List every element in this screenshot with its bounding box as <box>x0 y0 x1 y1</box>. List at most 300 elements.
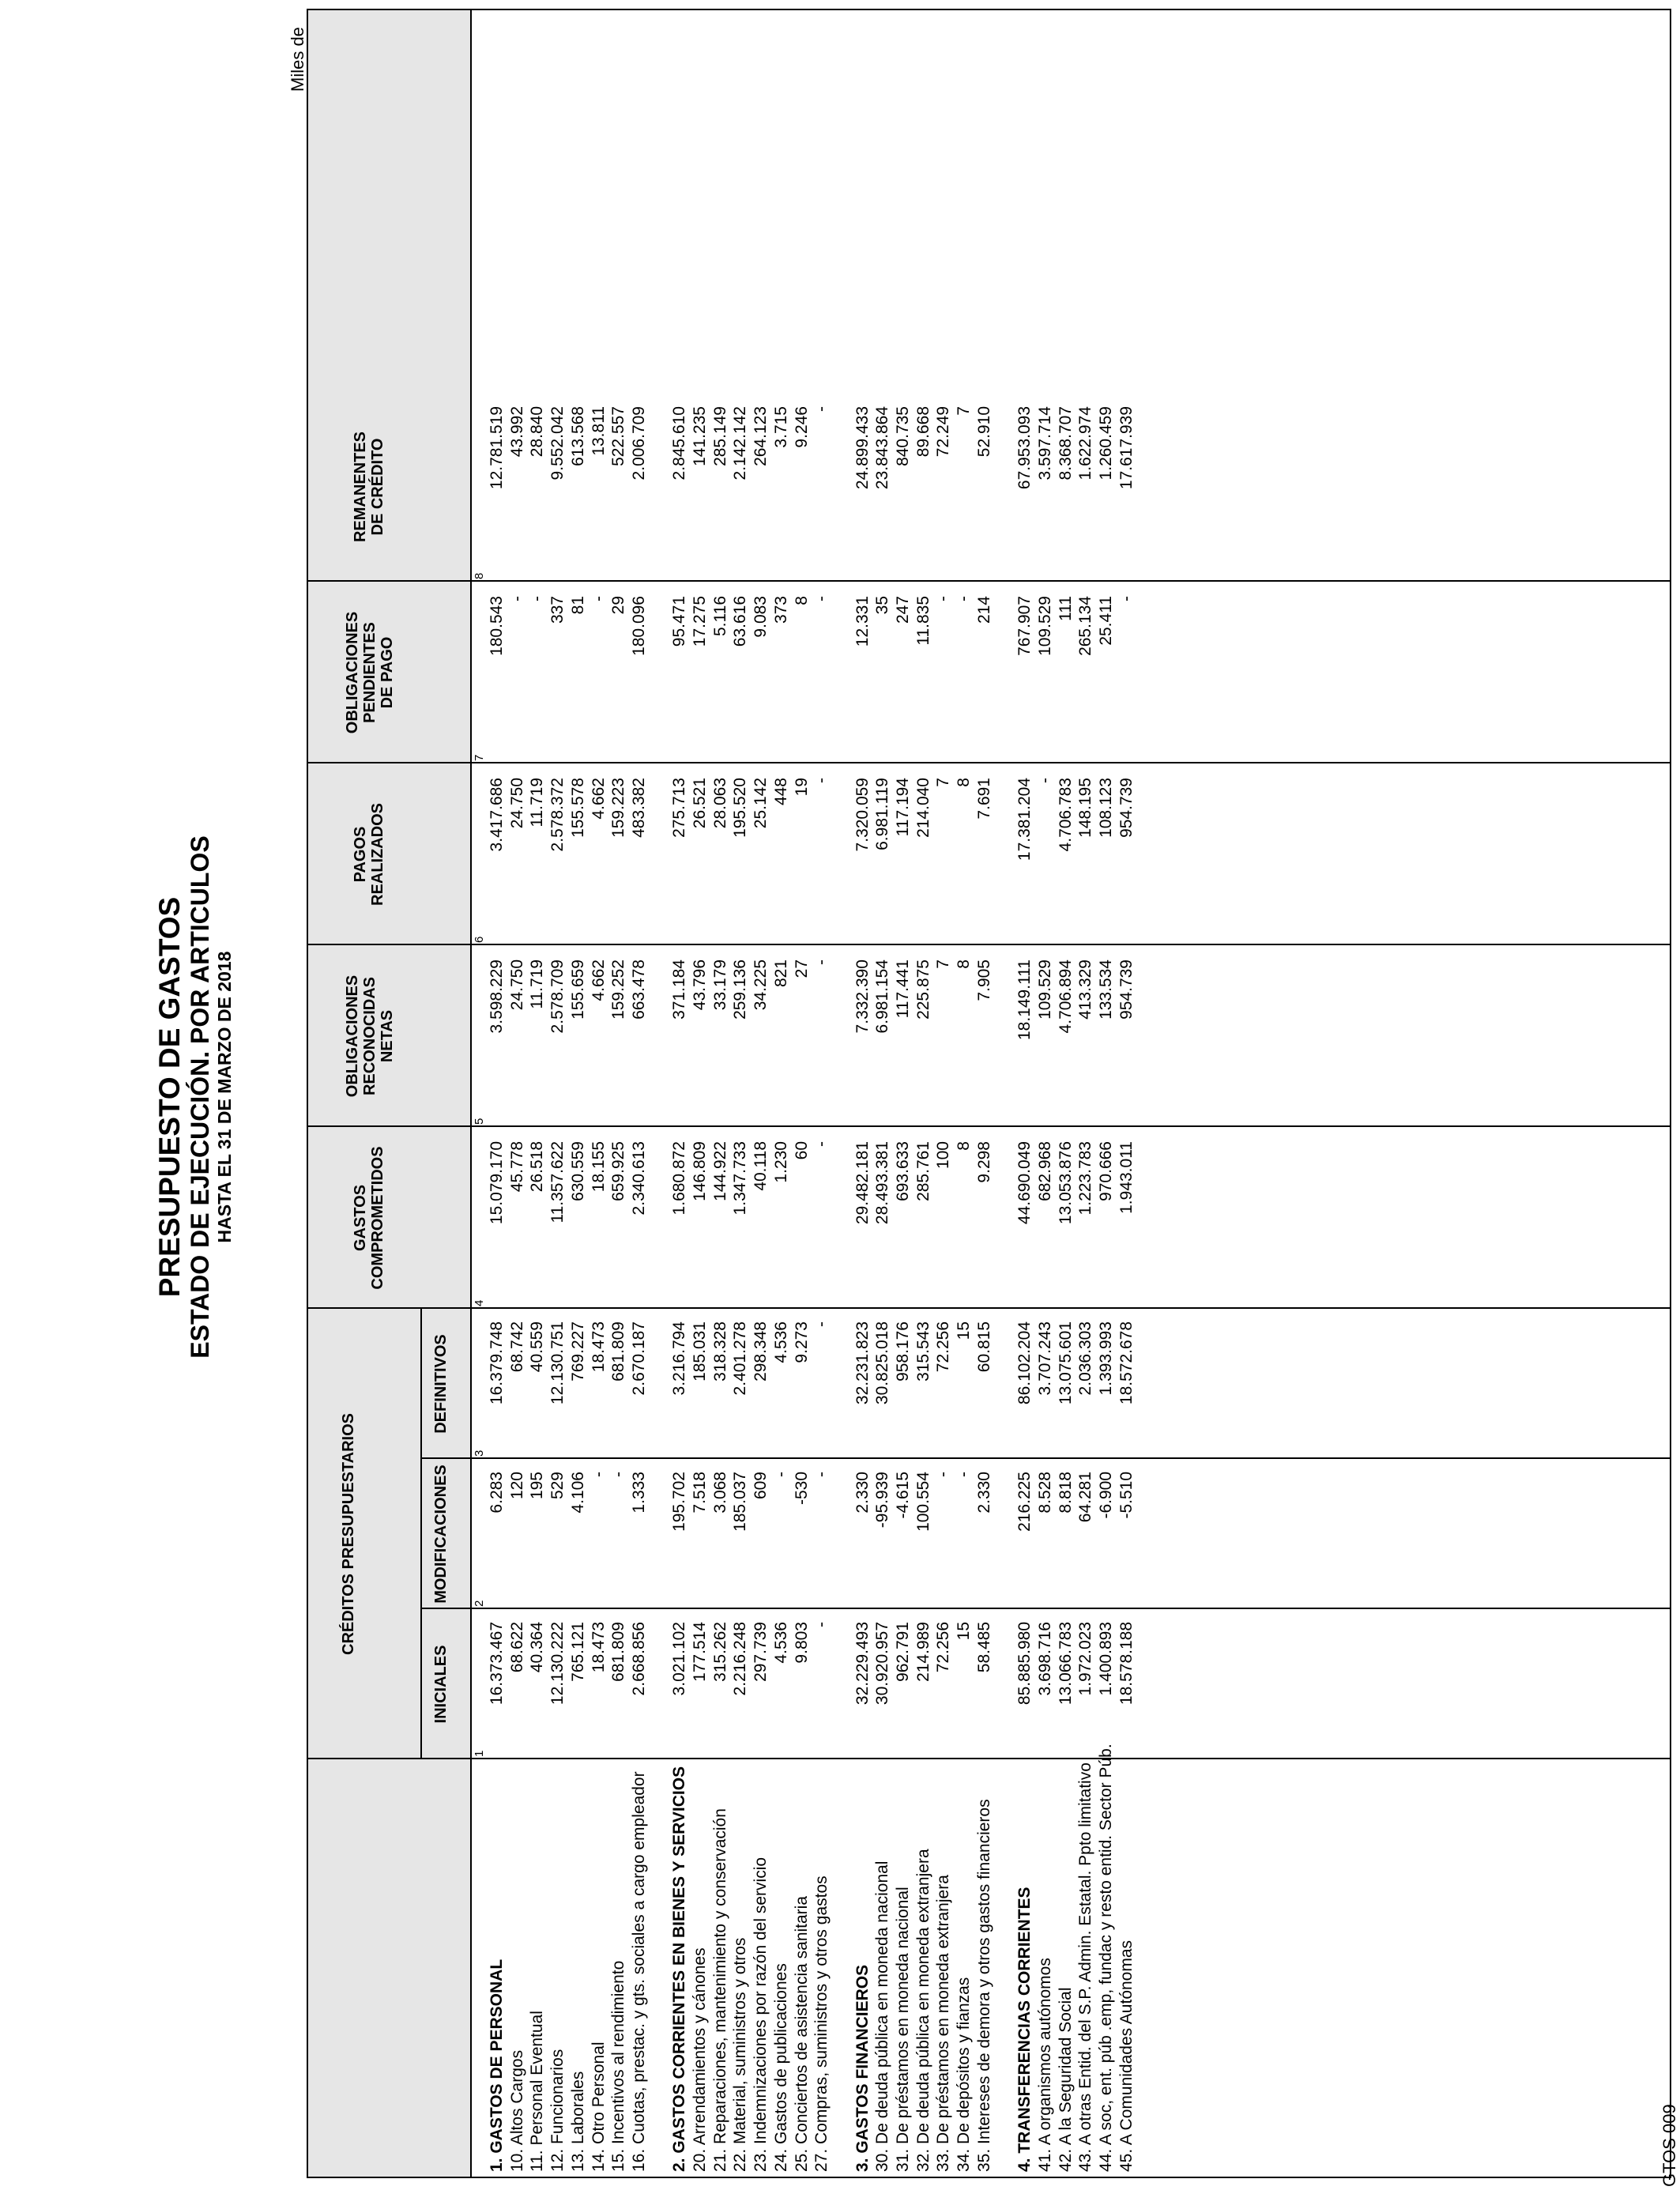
cell-col-2: -6.900 <box>1097 1472 1115 1519</box>
row-label: 41. A organismos autónomos <box>1035 1958 1054 2172</box>
col-number-4: 4 <box>473 1299 486 1306</box>
cell-col-7: 63.616 <box>731 596 750 647</box>
header-remanentes <box>352 392 386 582</box>
cell-col-1: 1.972.023 <box>1076 1622 1095 1696</box>
table-row <box>974 10 994 2177</box>
section-row <box>1015 10 1034 2177</box>
cell-col-8: 2.006.709 <box>629 406 648 481</box>
cell-col-3: 60.815 <box>974 1321 993 1373</box>
header-obligaciones-line1: OBLIGACIONES <box>344 974 361 1098</box>
cell-col-8: - <box>812 406 831 412</box>
cell-col-7: 180.543 <box>488 596 506 656</box>
cell-col-3: 9.273 <box>792 1321 811 1363</box>
header-definitivos: DEFINITIVOS <box>432 1334 450 1434</box>
cell-col-2: - <box>771 1472 790 1477</box>
cell-col-2: - <box>609 1472 628 1477</box>
cell-col-6: 8 <box>955 778 974 787</box>
cell-col-8: 67.953.093 <box>1015 406 1034 490</box>
cell-col-5: 109.529 <box>1035 959 1054 1020</box>
table-row <box>1035 10 1055 2177</box>
cell-col-1: 18.473 <box>589 1622 608 1673</box>
divider-header-bottom <box>470 10 472 2177</box>
cell-col-8: 13.811 <box>589 406 608 456</box>
row-label: 32. De deuda pública en moneda extranjera <box>913 1849 932 2172</box>
cell-col-1: 72.256 <box>934 1622 953 1673</box>
cell-col-8: 8.368.707 <box>1056 406 1075 481</box>
col-number-6: 6 <box>473 936 486 943</box>
cell-col-5: 2.578.709 <box>548 959 567 1034</box>
cell-col-8: 3.715 <box>771 406 790 448</box>
cell-col-5: 954.739 <box>1117 959 1136 1020</box>
cell-col-6: 11.719 <box>528 778 547 827</box>
cell-col-8: 613.568 <box>568 406 587 466</box>
header-gastos-line2: COMPROMETIDOS <box>369 1146 386 1290</box>
cell-col-6: 26.521 <box>691 778 709 829</box>
header-pagos-line1: PAGOS <box>352 826 369 883</box>
cell-col-1: 3.698.716 <box>1035 1622 1054 1696</box>
col-number-1: 1 <box>473 1750 486 1757</box>
cell-col-3: - <box>812 1321 831 1327</box>
cell-col-2: -5.510 <box>1117 1472 1136 1519</box>
cell-col-4: 26.518 <box>528 1141 547 1193</box>
cell-col-5: 7.905 <box>974 959 993 1001</box>
cell-col-6: 7 <box>934 778 953 787</box>
cell-col-1: 40.364 <box>528 1622 547 1673</box>
cell-col-7: 5.116 <box>710 596 729 636</box>
cell-col-7: 337 <box>548 596 567 624</box>
cell-col-4: 100 <box>934 1141 953 1170</box>
table-row <box>548 10 567 2177</box>
table-row <box>1117 10 1136 2177</box>
cell-col-7: 35 <box>873 596 892 615</box>
cell-col-8: 2.142.142 <box>731 406 750 481</box>
cell-col-8: 43.992 <box>507 406 526 458</box>
cell-col-3: 32.231.823 <box>853 1321 872 1405</box>
header-iniciales: INICIALES <box>432 1645 450 1724</box>
cell-col-1: - <box>812 1622 831 1627</box>
cell-col-1: 32.229.493 <box>853 1622 872 1706</box>
cell-col-3: 15 <box>955 1321 974 1340</box>
cell-col-1: 297.739 <box>751 1622 770 1682</box>
cell-col-6: 24.750 <box>507 778 526 829</box>
cell-col-3: 298.348 <box>751 1321 770 1382</box>
row-label: 14. Otro Personal <box>589 2041 608 2172</box>
footer-code: GTOS 009 <box>1659 2104 1679 2187</box>
cell-col-3: 3.707.243 <box>1035 1321 1054 1396</box>
header-obligaciones <box>344 945 396 1127</box>
execution-table <box>307 9 1671 2178</box>
table-row <box>1056 10 1075 2177</box>
cell-col-3: 18.572.678 <box>1117 1321 1136 1405</box>
cell-col-6: 448 <box>771 778 790 806</box>
cell-col-4: 682.968 <box>1035 1141 1054 1201</box>
cell-col-7: 247 <box>894 596 912 624</box>
header-gastos-line1: GASTOS <box>352 1184 369 1252</box>
cell-col-7: 373 <box>771 596 790 624</box>
report-date: HASTA EL 31 DE MARZO DE 2018 <box>214 951 235 1243</box>
cell-col-1: 315.262 <box>710 1622 729 1682</box>
col-number-7: 7 <box>473 754 486 761</box>
cell-col-6: 28.063 <box>710 778 729 829</box>
cell-col-5: 43.796 <box>691 959 709 1011</box>
cell-col-3: 12.130.751 <box>548 1321 567 1405</box>
cell-col-7: 767.907 <box>1015 596 1034 656</box>
cell-col-7: 25.411 <box>1097 596 1115 646</box>
cell-col-2: 120 <box>507 1472 526 1500</box>
table-row <box>812 10 831 2177</box>
cell-col-3: 18.473 <box>589 1321 608 1373</box>
row-label: 25. Conciertos de asistencia sanitaria <box>792 1895 811 2172</box>
cell-col-2: 216.225 <box>1015 1472 1034 1532</box>
cell-col-8: 3.597.714 <box>1035 406 1054 481</box>
cell-col-8: 17.617.939 <box>1117 406 1136 490</box>
cell-col-2: - <box>812 1472 831 1477</box>
cell-col-5: 4.662 <box>589 959 608 1001</box>
row-label: 12. Funcionarios <box>548 2049 567 2172</box>
cell-col-2: 8.528 <box>1035 1472 1054 1514</box>
cell-col-4: 1.347.733 <box>731 1141 750 1216</box>
header-pendientes <box>344 582 396 763</box>
header-remanentes-line1: REMANENTES <box>352 432 369 543</box>
cell-col-4: 40.118 <box>751 1141 770 1191</box>
cell-col-2: 2.330 <box>974 1472 993 1514</box>
cell-col-4: 45.778 <box>507 1141 526 1193</box>
table-row <box>1075 10 1095 2177</box>
col-number-8: 8 <box>473 572 486 579</box>
cell-col-3: 3.216.794 <box>670 1321 689 1396</box>
row-label: 21. Reparaciones, mantenimiento y conservación <box>710 1808 729 2172</box>
cell-col-8: 264.123 <box>751 406 770 466</box>
cell-col-1: 58.485 <box>974 1622 993 1673</box>
cell-col-5: 821 <box>771 959 790 988</box>
row-label: 15. Incentivos al rendimiento <box>609 1960 628 2172</box>
cell-col-3: 769.227 <box>568 1321 587 1382</box>
cell-col-5: 155.659 <box>568 959 587 1020</box>
cell-col-3: 4.536 <box>771 1321 790 1363</box>
cell-col-6: 214.040 <box>913 778 932 838</box>
cell-col-5: 33.179 <box>710 959 729 1011</box>
table-row <box>710 10 730 2177</box>
cell-col-4: 1.680.872 <box>670 1141 689 1216</box>
cell-col-1: 681.809 <box>609 1622 628 1682</box>
section-row <box>487 10 507 2177</box>
table-row <box>527 10 547 2177</box>
cell-col-2: 4.106 <box>568 1472 587 1514</box>
cell-col-6: 195.520 <box>731 778 750 838</box>
table-row <box>792 10 812 2177</box>
header-remanentes-line2: DE CRÉDITO <box>369 438 386 536</box>
cell-col-8: 522.557 <box>609 406 628 466</box>
cell-col-5: 3.598.229 <box>488 959 506 1034</box>
table-row <box>1096 10 1116 2177</box>
cell-col-4: 9.298 <box>974 1141 993 1183</box>
cell-col-7: - <box>934 596 953 601</box>
cell-col-8: 9.552.042 <box>548 406 567 481</box>
cell-col-2: -4.615 <box>894 1472 912 1519</box>
cell-col-5: 34.225 <box>751 959 770 1011</box>
cell-col-8: 52.910 <box>974 406 993 458</box>
cell-col-7: 180.096 <box>629 596 648 656</box>
cell-col-4: 44.690.049 <box>1015 1141 1034 1225</box>
col-number-5: 5 <box>473 1118 486 1125</box>
cell-col-1: 68.622 <box>507 1622 526 1673</box>
cell-col-7: - <box>812 596 831 601</box>
row-label: 27. Compras, suministros y otros gastos <box>812 1875 831 2172</box>
cell-col-3: 1.393.993 <box>1097 1321 1115 1396</box>
row-label: 24. Gastos de publicaciones <box>771 1963 790 2172</box>
cell-col-2: -530 <box>792 1472 811 1506</box>
cell-col-2: - <box>934 1472 953 1477</box>
cell-col-4: 630.559 <box>568 1141 587 1201</box>
cell-col-4: 8 <box>955 1141 974 1151</box>
cell-col-2: 195 <box>528 1472 547 1500</box>
row-label: 16. Cuotas, prestac. y gts. sociales a cargo empleador <box>629 1771 648 2172</box>
table-row <box>608 10 628 2177</box>
row-label: 10. Altos Cargos <box>507 2049 526 2172</box>
row-label: 35. Intereses de demora y otros gastos financieros <box>974 1799 993 2172</box>
unit-label: Miles de <box>288 27 307 92</box>
cell-col-5: 18.149.111 <box>1015 959 1034 1040</box>
cell-col-3: 2.670.187 <box>629 1321 648 1396</box>
cell-col-7: 95.471 <box>670 596 689 647</box>
table-row <box>913 10 933 2177</box>
cell-col-6: 4.662 <box>589 778 608 820</box>
cell-col-3: 86.102.204 <box>1015 1321 1034 1405</box>
cell-col-7: - <box>507 596 526 601</box>
cell-col-7: 214 <box>974 596 993 624</box>
cell-col-3: 13.075.601 <box>1056 1321 1075 1405</box>
cell-col-3: 315.543 <box>913 1321 932 1382</box>
table-row <box>629 10 649 2177</box>
cell-col-4: 1.230 <box>771 1141 790 1183</box>
cell-col-6: 954.739 <box>1117 778 1136 838</box>
cell-col-8: 89.668 <box>913 406 932 458</box>
cell-col-2: 195.702 <box>670 1472 689 1532</box>
row-label: 11. Personal Eventual <box>528 2011 547 2172</box>
cell-col-8: 141.235 <box>691 406 709 466</box>
cell-col-1: 18.578.188 <box>1117 1622 1136 1706</box>
cell-col-6: 19 <box>792 778 811 797</box>
cell-col-3: 30.825.018 <box>873 1321 892 1405</box>
cell-col-8: 1.622.974 <box>1076 406 1095 481</box>
cell-col-5: 159.252 <box>609 959 628 1020</box>
cell-col-6: - <box>1035 778 1054 783</box>
cell-col-8: 840.735 <box>894 406 912 466</box>
cell-col-1: 16.373.467 <box>488 1622 506 1706</box>
row-label: 34. De depósitos y fianzas <box>955 1977 974 2172</box>
row-label: 44. A soc, ent. púb .emp, fundac y resto entid. Sector Púb. <box>1097 1744 1115 2172</box>
cell-col-1: 15 <box>955 1622 974 1641</box>
cell-col-3: 16.379.748 <box>488 1321 506 1405</box>
col-number-2: 2 <box>473 1600 486 1607</box>
cell-col-1: 1.400.893 <box>1097 1622 1115 1696</box>
cell-col-7: 109.529 <box>1035 596 1054 656</box>
row-label: 3. GASTOS FINANCIEROS <box>853 1964 872 2172</box>
cell-col-5: - <box>812 959 831 965</box>
table-row <box>954 10 974 2177</box>
cell-col-2: 6.283 <box>488 1472 506 1514</box>
cell-col-8: 28.840 <box>528 406 547 458</box>
table-row <box>507 10 527 2177</box>
cell-col-5: 133.534 <box>1097 959 1115 1020</box>
cell-col-6: 17.381.204 <box>1015 778 1034 861</box>
cell-col-1: 3.021.102 <box>670 1622 689 1696</box>
row-label: 30. De deuda pública en moneda nacional <box>873 1860 892 2172</box>
cell-col-6: 155.578 <box>568 778 587 838</box>
cell-col-8: 1.260.459 <box>1097 406 1115 481</box>
cell-col-2: 2.330 <box>853 1472 872 1514</box>
cell-col-4: 144.922 <box>710 1141 729 1201</box>
header-gastos <box>352 1127 386 1309</box>
row-label: 1. GASTOS DE PERSONAL <box>488 1958 506 2172</box>
cell-col-6: 7.320.059 <box>853 778 872 852</box>
cell-col-6: - <box>812 778 831 783</box>
cell-col-6: 2.578.372 <box>548 778 567 852</box>
cell-col-6: 159.223 <box>609 778 628 838</box>
cell-col-7: 29 <box>609 596 628 615</box>
cell-col-8: 9.246 <box>792 406 811 448</box>
cell-col-5: 7 <box>934 959 953 969</box>
cell-col-5: 413.329 <box>1076 959 1095 1020</box>
row-label: 33. De préstamos en moneda extranjera <box>934 1875 953 2172</box>
row-label: 31. De préstamos en moneda nacional <box>894 1887 912 2172</box>
cell-col-7: 9.083 <box>751 596 770 638</box>
cell-col-2: 7.518 <box>691 1472 709 1514</box>
cell-col-6: 4.706.783 <box>1056 778 1075 852</box>
report-subtitle: ESTADO DE EJECUCIÓN. POR ARTICULOS <box>186 835 214 1359</box>
cell-col-6: 483.382 <box>629 778 648 838</box>
cell-col-8: 285.149 <box>710 406 729 466</box>
cell-col-1: 962.791 <box>894 1622 912 1682</box>
cell-col-8: 7 <box>955 406 974 416</box>
cell-col-3: 2.401.278 <box>731 1321 750 1396</box>
cell-col-7: - <box>955 596 974 601</box>
cell-col-5: 259.136 <box>731 959 750 1020</box>
header-creditos-group: CRÉDITOS PRESUPUESTARIOS <box>340 1413 357 1655</box>
cell-col-6: 3.417.686 <box>488 778 506 852</box>
row-label: 4. TRANSFERENCIAS CORRIENTES <box>1015 1887 1034 2172</box>
cell-col-7: 265.134 <box>1076 596 1095 656</box>
cell-col-8: 72.249 <box>934 406 953 458</box>
cell-col-3: 40.559 <box>528 1321 547 1373</box>
header-pagos-line2: REALIZADOS <box>369 803 386 906</box>
cell-col-1: 177.514 <box>691 1622 709 1682</box>
row-label: 23. Indemnizaciones por razón del servicio <box>751 1857 770 2172</box>
cell-col-1: 85.885.980 <box>1015 1622 1034 1706</box>
table-row <box>872 10 892 2177</box>
cell-col-1: 214.989 <box>913 1622 932 1682</box>
cell-col-7: - <box>589 596 608 601</box>
cell-col-5: 371.184 <box>670 959 689 1020</box>
table-row <box>893 10 913 2177</box>
cell-col-5: 663.478 <box>629 959 648 1020</box>
cell-col-4: 60 <box>792 1141 811 1160</box>
cell-col-1: 9.803 <box>792 1622 811 1664</box>
header-obligaciones-line3: NETAS <box>379 1009 396 1063</box>
cell-col-7: 12.331 <box>853 596 872 647</box>
cell-col-3: 185.031 <box>691 1321 709 1382</box>
row-label: 13. Laborales <box>568 2071 587 2172</box>
cell-col-2: 64.281 <box>1076 1472 1095 1523</box>
cell-col-4: 1.223.783 <box>1076 1141 1095 1216</box>
table-row <box>690 10 710 2177</box>
cell-col-1: 765.121 <box>568 1622 587 1682</box>
cell-col-4: 693.633 <box>894 1141 912 1201</box>
cell-col-7: 8 <box>792 596 811 605</box>
cell-col-4: 146.809 <box>691 1141 709 1201</box>
cell-col-2: - <box>589 1472 608 1477</box>
cell-col-4: 970.666 <box>1097 1141 1115 1201</box>
header-pendientes-line1: OBLIGACIONES <box>344 611 361 734</box>
header-pendientes-line2: PENDIENTES <box>361 622 379 723</box>
cell-col-3: 681.809 <box>609 1321 628 1382</box>
cell-col-1: 30.920.957 <box>873 1622 892 1706</box>
cell-col-4: 285.761 <box>913 1141 932 1201</box>
cell-col-2: 8.818 <box>1056 1472 1075 1514</box>
cell-col-4: 659.925 <box>609 1141 628 1201</box>
cell-col-7: 111 <box>1056 596 1075 621</box>
cell-col-6: 275.713 <box>670 778 689 838</box>
table-row <box>589 10 608 2177</box>
cell-col-3: 72.256 <box>934 1321 953 1373</box>
cell-col-4: 1.943.011 <box>1117 1141 1136 1214</box>
cell-col-1: 12.130.222 <box>548 1622 567 1706</box>
cell-col-6: 148.195 <box>1076 778 1095 838</box>
cell-col-5: 24.750 <box>507 959 526 1011</box>
cell-col-5: 6.981.154 <box>873 959 892 1034</box>
cell-col-4: - <box>812 1141 831 1147</box>
cell-col-2: 100.554 <box>913 1472 932 1532</box>
cell-col-4: 15.079.170 <box>488 1141 506 1225</box>
cell-col-7: 11.835 <box>913 596 932 646</box>
cell-col-7: - <box>528 596 547 601</box>
divider-creditos-group <box>420 1309 422 1759</box>
row-label: 45. A Comunidades Autónomas <box>1117 1940 1136 2172</box>
cell-col-8: 2.845.610 <box>670 406 689 481</box>
report-title: PRESUPUESTO DE GASTOS <box>153 896 186 1298</box>
section-row <box>669 10 689 2177</box>
cell-col-8: 24.899.433 <box>853 406 872 490</box>
cell-col-2: -95.939 <box>873 1472 892 1529</box>
cell-col-1: 2.216.248 <box>731 1622 750 1696</box>
cell-col-4: 13.053.876 <box>1056 1141 1075 1225</box>
cell-col-2: - <box>955 1472 974 1477</box>
cell-col-5: 225.875 <box>913 959 932 1020</box>
header-pendientes-line3: DE PAGO <box>379 636 396 709</box>
cell-col-7: 81 <box>568 596 587 615</box>
row-label: 20. Arrendamientos y cánones <box>691 1947 709 2172</box>
cell-col-6: 108.123 <box>1097 778 1115 838</box>
cell-col-5: 4.706.894 <box>1056 959 1075 1034</box>
header-pagos <box>352 763 386 945</box>
cell-col-7: 17.275 <box>691 596 709 647</box>
table-row <box>751 10 770 2177</box>
cell-col-3: 68.742 <box>507 1321 526 1373</box>
cell-col-4: 18.155 <box>589 1141 608 1193</box>
cell-col-1: 13.066.783 <box>1056 1622 1075 1706</box>
header-modificaciones: MODIFICACIONES <box>432 1465 450 1604</box>
cell-col-6: 6.981.119 <box>873 778 892 850</box>
row-label: 42. A la Seguridad Social <box>1056 1987 1075 2172</box>
cell-col-5: 11.719 <box>528 959 547 1009</box>
cell-col-5: 27 <box>792 959 811 978</box>
table-row <box>568 10 588 2177</box>
cell-col-4: 28.493.381 <box>873 1141 892 1225</box>
cell-col-5: 117.441 <box>894 959 912 1019</box>
row-label: 43. A otras Entid. del S.P. Admin. Estatal. Ppto limitativo <box>1076 1762 1095 2172</box>
col-number-3: 3 <box>473 1449 486 1457</box>
cell-col-2: 529 <box>548 1472 567 1500</box>
